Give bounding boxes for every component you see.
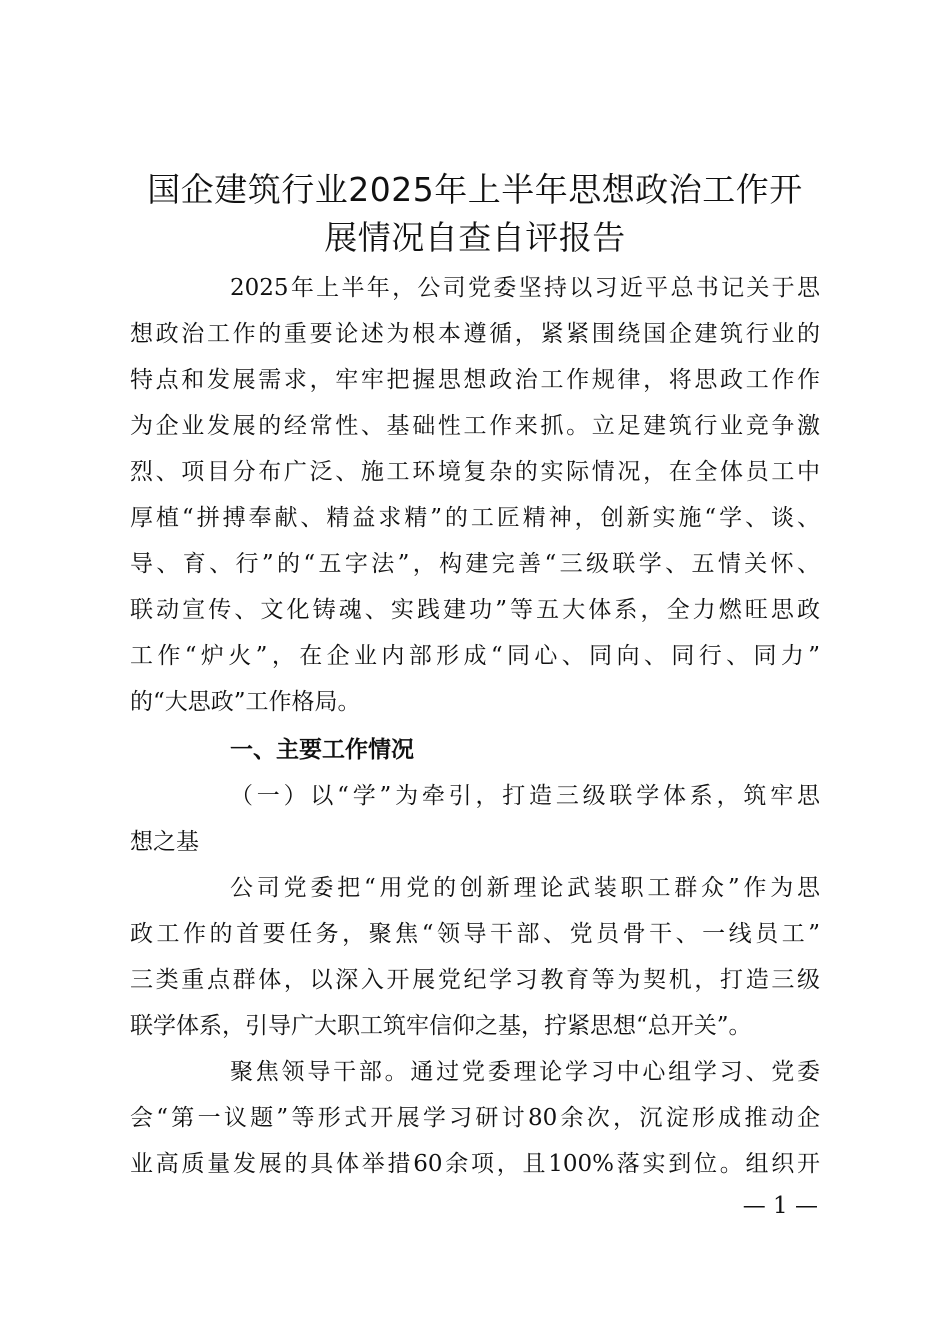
paragraph-line: 公司党委把“用党的创新理论武装职工群众”作为思 [230, 875, 820, 901]
document-title-line-2: 展情况自查自评报告 [324, 218, 626, 257]
document-title-line-1: 国企建筑行业2025年上半年思想政治工作开 [147, 170, 803, 209]
intro-line: 特点和发展需求，牢牢把握思想政治工作规律，将思政工作作 [130, 367, 820, 393]
paragraph-line: 三类重点群体，以深入开展党纪学习教育等为契机，打造三级 [130, 967, 820, 993]
intro-line: 工作“炉火”，在企业内部形成“同心、同向、同行、同力” [130, 643, 820, 669]
intro-line: 为企业发展的经常性、基础性工作来抓。立足建筑行业竞争激 [130, 413, 820, 439]
subsection-heading-line: （一）以“学”为牵引，打造三级联学体系，筑牢思 [230, 783, 820, 809]
section-heading: 一、主要工作情况 [230, 737, 414, 763]
intro-line: 导、育、行”的“五字法”，构建完善“三级联学、五情关怀、 [130, 551, 820, 577]
intro-line: 的“大思政”工作格局。 [130, 689, 361, 715]
intro-line: 2025年上半年，公司党委坚持以习近平总书记关于思 [230, 275, 820, 301]
paragraph-line: 会“第一议题”等形式开展学习研讨80余次，沉淀形成推动企 [130, 1105, 820, 1131]
intro-line: 联动宣传、文化铸魂、实践建功”等五大体系，全力燃旺思政 [130, 597, 820, 623]
paragraph-line: 聚焦领导干部。通过党委理论学习中心组学习、党委 [230, 1059, 820, 1085]
intro-line: 想政治工作的重要论述为根本遵循，紧紧围绕国企建筑行业的 [130, 321, 820, 347]
subsection-heading-line: 想之基 [130, 829, 199, 855]
intro-line: 烈、项目分布广泛、施工环境复杂的实际情况，在全体员工中 [130, 459, 820, 485]
paragraph-line: 政工作的首要任务，聚焦“领导干部、党员骨干、一线员工” [130, 921, 820, 947]
page-number: — 1 — [742, 1193, 818, 1219]
paragraph-line: 业高质量发展的具体举措60余项，且100%落实到位。组织开 [130, 1151, 820, 1177]
paragraph-line: 联学体系，引导广大职工筑牢信仰之基，拧紧思想“总开关”。 [130, 1013, 752, 1039]
intro-line: 厚植“拼搏奉献、精益求精”的工匠精神，创新实施“学、谈、 [130, 505, 820, 531]
